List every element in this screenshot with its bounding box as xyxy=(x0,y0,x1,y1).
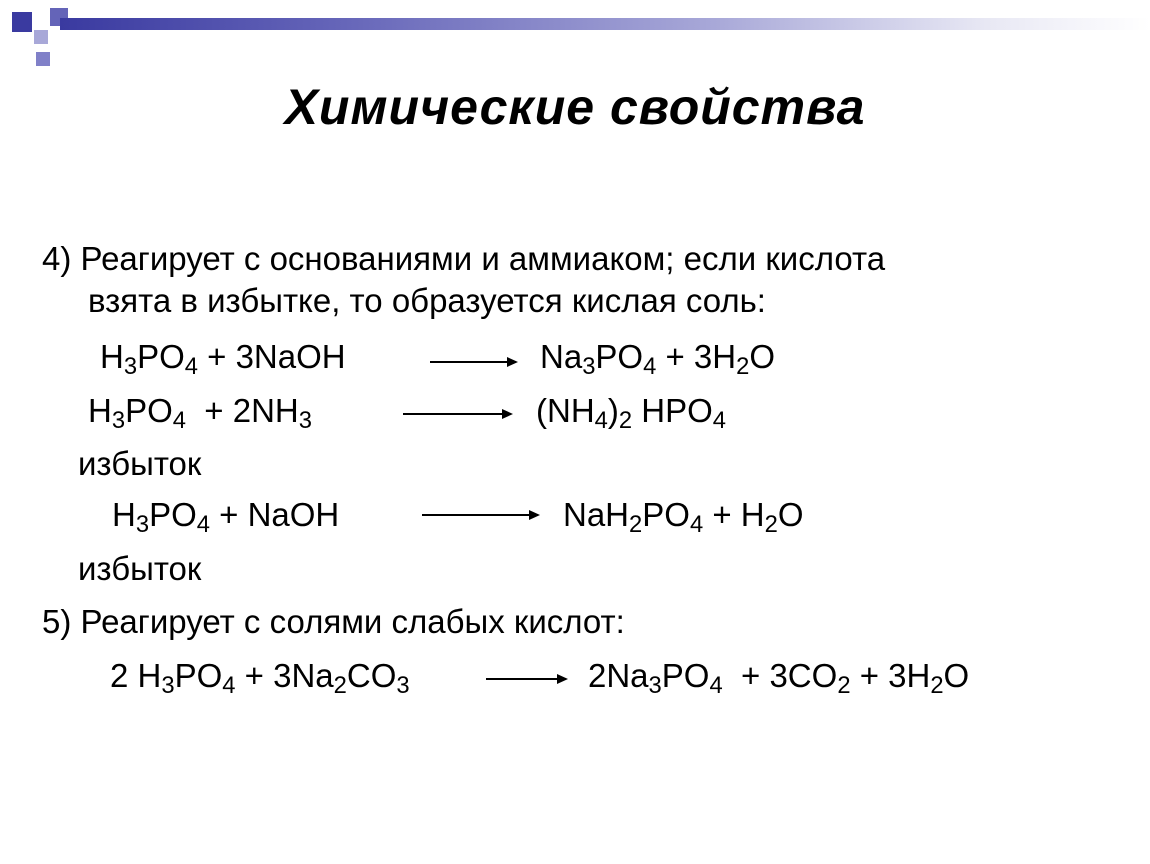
formula-text: PO xyxy=(661,657,710,694)
formula-subscript: 3 xyxy=(135,510,150,538)
item-4-line-1: 4) Реагирует с основаниями и аммиаком; если кислота xyxy=(42,240,886,277)
formula-subscript: 2 xyxy=(764,510,778,538)
equation-4-reactants xyxy=(110,657,410,699)
formula-text: PO xyxy=(149,496,197,533)
formula-subscript: 4 xyxy=(594,406,608,434)
formula-subscript: 4 xyxy=(709,671,723,699)
formula-text: + 3Na xyxy=(235,657,334,694)
formula-text: ) xyxy=(607,392,619,429)
formula-subscript: 2 xyxy=(930,671,944,699)
formula-text: + 3CO xyxy=(722,657,838,694)
header-gradient-bar xyxy=(60,18,1150,30)
formula-subscript: 4 xyxy=(172,406,186,434)
equation-4-arrow xyxy=(486,678,566,680)
equation-1-products xyxy=(540,338,775,380)
deco-square xyxy=(12,12,32,32)
formula-subscript: 3 xyxy=(396,671,410,699)
formula-text: H xyxy=(112,496,136,533)
formula-subscript: 2 xyxy=(629,510,643,538)
equation-1-reactants xyxy=(100,338,346,380)
excess-label-2: избыток xyxy=(78,550,202,587)
formula-text: 2Na xyxy=(588,657,649,694)
formula-subscript: 3 xyxy=(648,671,662,699)
formula-subscript: 3 xyxy=(582,352,596,380)
formula-subscript: 2 xyxy=(618,406,633,434)
slide-title: Химические свойства xyxy=(284,79,866,135)
formula-text: + 2NH xyxy=(185,392,299,429)
formula-subscript: 4 xyxy=(222,671,236,699)
item-5-text: 5) Реагирует с солями слабых кислот: xyxy=(42,603,625,640)
equation-2-products xyxy=(536,392,726,434)
equation-3-products xyxy=(563,496,804,538)
formula-text: 2 H xyxy=(110,657,162,694)
formula-text: + H xyxy=(703,496,765,533)
equation-1-arrow xyxy=(430,361,516,363)
deco-square xyxy=(34,30,48,44)
formula-text: H xyxy=(100,338,124,375)
formula-text: NaH xyxy=(563,496,630,533)
deco-square xyxy=(36,52,50,66)
formula-text: PO xyxy=(125,392,173,429)
formula-text: HPO xyxy=(632,392,713,429)
formula-text: O xyxy=(943,657,970,694)
formula-subscript: 2 xyxy=(736,352,750,380)
formula-text: PO xyxy=(174,657,223,694)
equation-2-reactants xyxy=(88,392,312,434)
formula-text: PO xyxy=(137,338,185,375)
formula-text: O xyxy=(777,496,804,533)
equation-3-reactants xyxy=(112,496,340,538)
formula-subscript: 4 xyxy=(712,406,726,434)
equation-3-arrow xyxy=(422,514,538,516)
formula-text: (NH xyxy=(536,392,595,429)
formula-subscript: 2 xyxy=(333,671,347,699)
item-4-line-2: взята в избытке, то образуется кислая соль: xyxy=(88,282,766,319)
formula-subscript: 3 xyxy=(298,406,312,434)
formula-subscript: 3 xyxy=(161,671,175,699)
formula-text: O xyxy=(749,338,775,375)
formula-subscript: 3 xyxy=(111,406,126,434)
formula-text: CO xyxy=(346,657,397,694)
formula-subscript: 4 xyxy=(196,510,210,538)
formula-text: PO xyxy=(642,496,690,533)
formula-text: Na xyxy=(540,338,583,375)
formula-subscript: 2 xyxy=(837,671,851,699)
formula-text: + 3H xyxy=(656,338,737,375)
formula-subscript: 4 xyxy=(643,352,657,380)
equation-4-products xyxy=(588,657,970,699)
formula-subscript: 3 xyxy=(123,352,138,380)
equation-2-arrow xyxy=(403,413,511,415)
formula-text: + 3NaOH xyxy=(197,338,346,375)
formula-text: + NaOH xyxy=(209,496,340,533)
formula-text: H xyxy=(88,392,112,429)
excess-label-1: избыток xyxy=(78,445,202,482)
formula-text: PO xyxy=(595,338,644,375)
formula-subscript: 4 xyxy=(184,352,198,380)
formula-text: + 3H xyxy=(850,657,931,694)
formula-subscript: 4 xyxy=(689,510,704,538)
